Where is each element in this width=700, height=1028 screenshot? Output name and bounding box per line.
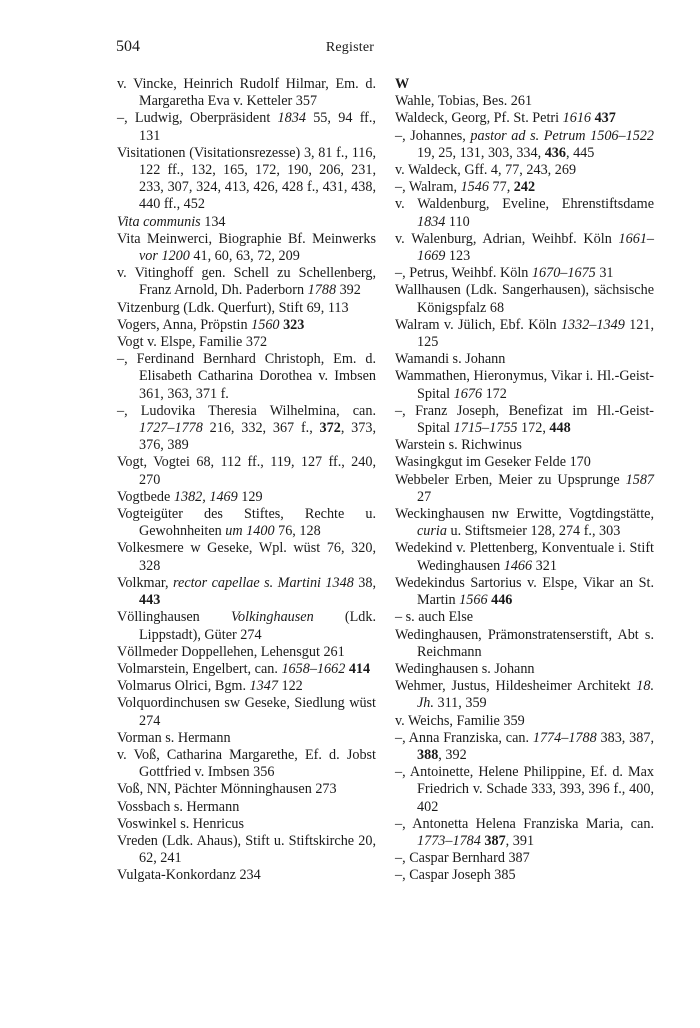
index-entry: Webbeler Erben, Meier zu Upsprunge 1587 27 — [395, 471, 654, 505]
index-entry: Volmarus Olrici, Bgm. 1347 122 — [117, 678, 303, 695]
index-entry: Wamandi s. Johann — [395, 351, 506, 368]
index-entry: Vogers, Anna, Pröpstin 1560 323 — [117, 316, 305, 333]
index-entry: Vreden (Ldk. Ahaus), Stift u. Stiftskirche 20, 62, 241 — [117, 832, 376, 867]
index-entry: –, Antoinette, Helene Philippine, Ef. d. Max Friedrich v. Schade 333, 393, 396 f., 400, 402 — [395, 764, 654, 815]
index-entry: – s. auch Else — [395, 609, 474, 626]
index-entry: Vogteigüter des Stiftes, Rechte u. Gewohnheiten um 1400 76, 128 — [117, 506, 376, 540]
index-entry: Visitationen (Visitationsrezesse) 3, 81 f., 116, 122 ff., 132, 165, 172, 190, 206, 231, 233, 307, 324, 413, 426, 428 f., 431, 438, 440 ff., 452 — [117, 144, 376, 213]
index-entry: Vita communis 134 — [117, 213, 226, 230]
index-entry: v. Waldenburg, Eveline, Ehrenstiftsdame 1834 110 — [395, 196, 654, 230]
index-entry: Vogtbede 1382, 1469 129 — [117, 488, 263, 505]
page-number: 504 — [116, 38, 140, 55]
index-entry: Voß, NN, Pächter Mönninghausen 273 — [117, 781, 337, 798]
index-entry: Volquordinchusen sw Geseke, Siedlung wüst 274 — [117, 695, 376, 729]
index-entry: –, Ferdinand Bernhard Christoph, Em. d. Elisabeth Catharina Dorothea v. Imbsen 361, 363, 371 f. — [117, 351, 376, 402]
index-entry: –, Ludwig, Oberpräsident 1834 55, 94 ff., 131 — [117, 110, 376, 144]
index-entry: Vulgata-Konkordanz 234 — [117, 867, 261, 884]
index-entry: Wallhausen (Ldk. Sangerhausen), sächsische Königspfalz 68 — [395, 282, 654, 316]
index-entry: Wedinghausen s. Johann — [395, 660, 535, 677]
index-entry: Volkesmere w Geseke, Wpl. wüst 76, 320, 328 — [117, 540, 376, 574]
index-entry: Wedekindus Sartorius v. Elspe, Vikar an St. Martin 1566 446 — [395, 574, 654, 609]
index-entry: Volmarstein, Engelbert, can. 1658–1662 414 — [117, 660, 371, 677]
index-entry: Vogt, Vogtei 68, 112 ff., 119, 127 ff., 240, 270 — [117, 454, 376, 488]
index-entry: Völlmeder Doppellehen, Lehensgut 261 — [117, 643, 345, 660]
index-entry: Wehmer, Justus, Hildesheimer Architekt 18. Jh. 311, 359 — [395, 678, 654, 712]
index-entry: –, Johannes, pastor ad s. Petrum 1506–1522 19, 25, 131, 303, 334, 436, 445 — [395, 127, 654, 161]
index-entry: Vossbach s. Hermann — [117, 798, 240, 815]
index-entry: Wahle, Tobias, Bes. 261 — [395, 93, 533, 110]
index-entry: –, Anna Franziska, can. 1774–1788 383, 387, 388, 392 — [395, 729, 654, 763]
index-entry: Walram v. Jülich, Ebf. Köln 1332–1349 121, 125 — [395, 316, 654, 351]
index-entry: –, Ludovika Theresia Wilhelmina, can. 1727–1778 216, 332, 367 f., 372, 373, 376, 389 — [117, 402, 376, 454]
index-entry: Wedekind v. Plettenberg, Konventuale i. Stift Wedinghausen 1466 321 — [395, 540, 654, 574]
index-entry: Wammathen, Hieronymus, Vikar i. Hl.-Geist-Spital 1676 172 — [395, 368, 654, 402]
index-entry: v. Vincke, Heinrich Rudolf Hilmar, Em. d. Margaretha Eva v. Ketteler 357 — [117, 76, 376, 110]
index-entry: Vitzenburg (Ldk. Querfurt), Stift 69, 113 — [117, 299, 349, 316]
index-entry: v. Vitinghoff gen. Schell zu Schellenberg, Franz Arnold, Dh. Paderborn 1788 392 — [117, 265, 376, 299]
index-entry: –, Caspar Joseph 385 — [395, 867, 516, 884]
index-entry: Wasingkgut im Geseker Felde 170 — [395, 454, 591, 471]
index-entry: v. Weichs, Familie 359 — [395, 712, 525, 729]
index-entry: Vorman s. Hermann — [117, 729, 231, 746]
index-entry: –, Franz Joseph, Benefizat im Hl.-Geist-Spital 1715–1755 172, 448 — [395, 402, 654, 437]
letter-heading: W — [395, 76, 410, 92]
index-entry: Voswinkel s. Henricus — [117, 815, 245, 832]
index-entry: v. Waldeck, Gff. 4, 77, 243, 269 — [395, 162, 577, 179]
index-entry: v. Voß, Catharina Margarethe, Ef. d. Jobst Gottfried v. Imbsen 356 — [117, 746, 376, 781]
index-entry: –, Walram, 1546 77, 242 — [395, 179, 536, 196]
index-entry: Wedinghausen, Prämonstratenserstift, Abt s. Reichmann — [395, 626, 654, 660]
index-entry: Weckinghausen nw Erwitte, Vogtdingstätte, curia u. Stiftsmeier 128, 274 f., 303 — [395, 506, 654, 540]
index-entry: –, Caspar Bernhard 387 — [395, 850, 530, 867]
index-entry: Waldeck, Georg, Pf. St. Petri 1616 437 — [395, 110, 616, 127]
index-entry: Vogt v. Elspe, Familie 372 — [117, 334, 268, 351]
left-column — [117, 76, 376, 885]
index-entry: Völlinghausen Volkinghausen (Ldk. Lippstadt), Güter 274 — [117, 609, 376, 643]
running-head: Register — [325, 40, 375, 55]
index-entry: –, Antonetta Helena Franziska Maria, can. 1773–1784 387, 391 — [395, 815, 654, 849]
index-entry: –, Petrus, Weihbf. Köln 1670–1675 31 — [395, 265, 614, 282]
index-entry: Warstein s. Richwinus — [395, 437, 522, 454]
index-entry: Volkmar, rector capellae s. Martini 1348 38, 443 — [117, 574, 376, 609]
index-entry: Vita Meinwerci, Biographie Bf. Meinwerks vor 1200 41, 60, 63, 72, 209 — [117, 230, 376, 265]
index-entry: v. Walenburg, Adrian, Weihbf. Köln 1661–1669 123 — [395, 230, 654, 265]
right-column — [395, 76, 654, 885]
